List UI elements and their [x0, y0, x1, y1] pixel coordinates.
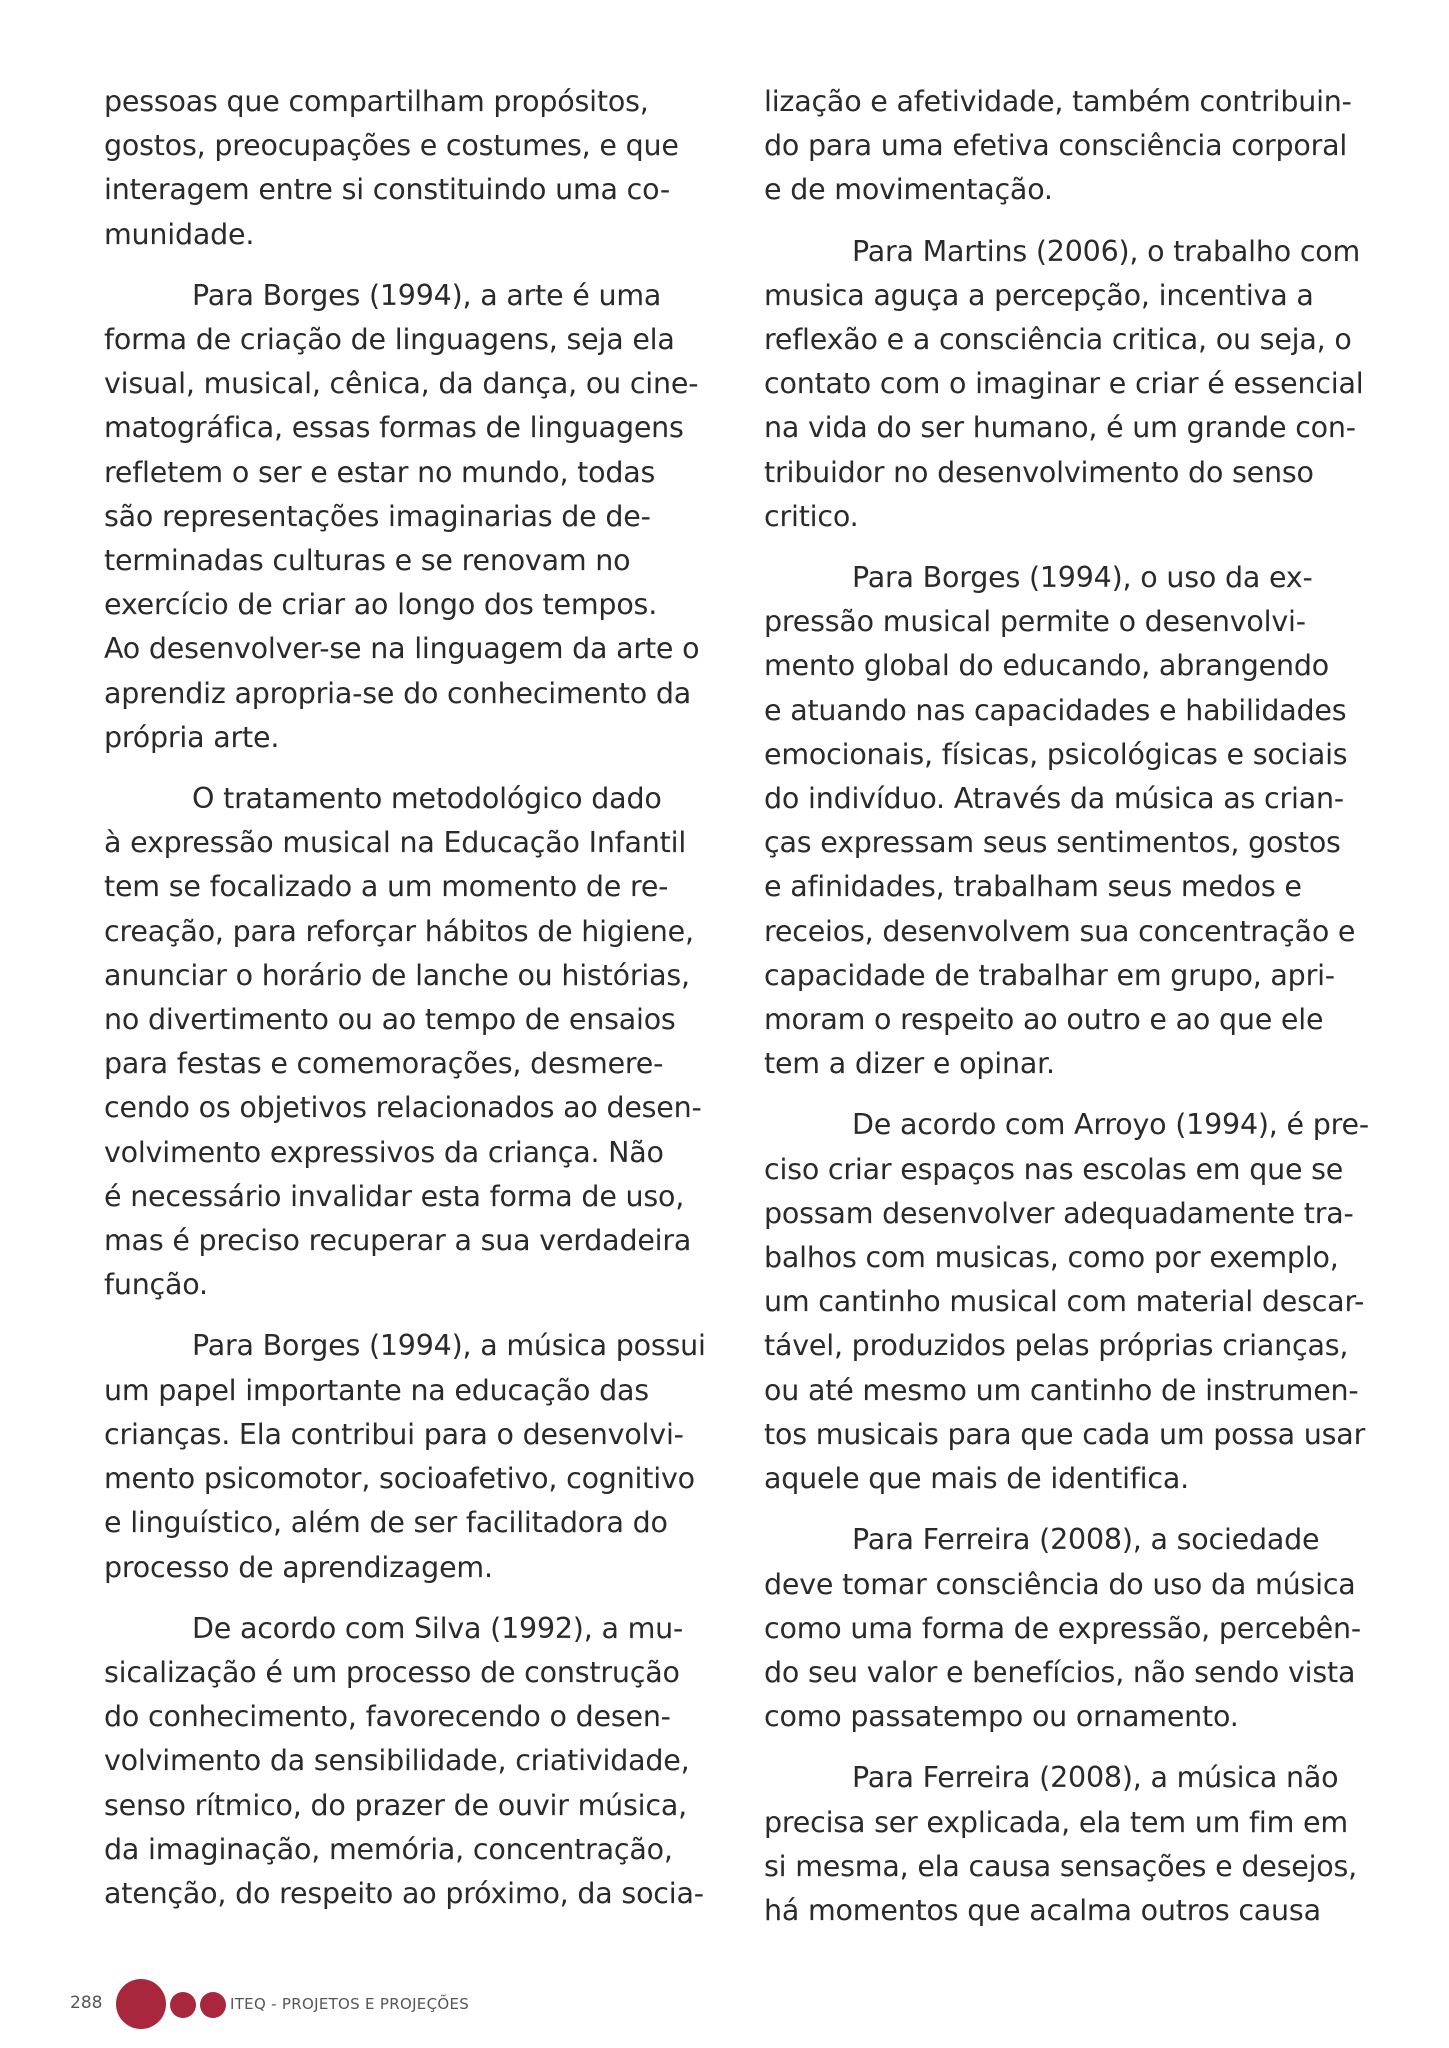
text-line: ciso criar espaços nas escolas em que se	[764, 1152, 1344, 1186]
paragraph	[764, 1103, 1369, 1501]
text-line: na vida do ser humano, é um grande con-	[764, 411, 1356, 445]
right-column	[764, 80, 1369, 1950]
text-line: Para Martins (2006), o trabalho com	[852, 234, 1361, 268]
text-line: Para Borges (1994), a música possui	[192, 1329, 706, 1363]
text-line: ou até mesmo um cantinho de instrumen-	[764, 1373, 1359, 1407]
text-line: tos musicais para que cada um possa usar	[764, 1417, 1366, 1451]
text-line: exercício de criar ao longo dos tempos.	[104, 588, 658, 622]
text-line: do seu valor e benefícios, não sendo vista	[764, 1655, 1356, 1689]
text-line: aprendiz apropria-se do conhecimento da	[104, 676, 691, 710]
text-line: própria arte.	[104, 720, 280, 754]
text-line: De acordo com Silva (1992), a mu-	[192, 1611, 684, 1645]
text-line: um cantinho musical com material descar-	[764, 1285, 1365, 1319]
text-line: visual, musical, cênica, da dança, ou cine-	[104, 367, 699, 401]
text-line: Ao desenvolver-se na linguagem da arte o	[104, 632, 700, 666]
text-line: como passatempo ou ornamento.	[764, 1700, 1239, 1734]
footer-dot-large-decoration	[116, 1979, 166, 2029]
text-line: do indivíduo. Através da música as crian-	[764, 782, 1344, 816]
text-line: volvimento expressivos da criança. Não	[104, 1135, 664, 1169]
left-column	[104, 80, 706, 1933]
paragraph	[104, 777, 702, 1307]
page-footer	[70, 1975, 670, 2035]
text-line: precisa ser explicada, ela tem um fim em	[764, 1805, 1348, 1839]
text-line: são representações imaginarias de de-	[104, 499, 651, 533]
footer-dot-small-decoration	[170, 1992, 196, 2018]
paragraph	[104, 274, 700, 760]
text-line: forma de criação de linguagens, seja ela	[104, 323, 675, 357]
paragraph	[764, 80, 1364, 213]
text-line: tem se focalizado a um momento de re-	[104, 870, 669, 904]
text-line: lização e afetividade, também contribuin-	[764, 85, 1352, 118]
text-line: balhos com musicas, como por exemplo,	[764, 1241, 1339, 1275]
text-line: contato com o imaginar e criar é essencial	[764, 367, 1364, 401]
text-line: à expressão musical na Educação Infantil	[104, 826, 687, 860]
text-line: da imaginação, memória, concentração,	[104, 1832, 673, 1866]
text-line: creação, para reforçar hábitos de higiene,	[104, 914, 694, 948]
text-line: munidade.	[104, 217, 255, 251]
text-line: cendo os objetivos relacionados ao desen-	[104, 1091, 702, 1125]
text-line: no divertimento ou ao tempo de ensaios	[104, 1003, 676, 1037]
paragraph	[104, 1324, 706, 1589]
text-line: Para Ferreira (2008), a sociedade	[852, 1523, 1320, 1557]
text-line: pressão musical permite o desenvolvi-	[764, 605, 1306, 639]
text-line: do para uma efetiva consciência corporal	[764, 129, 1348, 163]
text-line: e atuando nas capacidades e habilidades	[764, 693, 1347, 727]
text-line: crianças. Ela contribui para o desenvolvi-	[104, 1417, 684, 1451]
text-line: e linguístico, além de ser facilitadora do	[104, 1506, 668, 1540]
paragraph	[764, 1756, 1364, 1933]
page-number: 288	[70, 1993, 103, 2013]
text-line: mas é preciso recuperar a sua verdadeira	[104, 1224, 692, 1258]
text-line: critico.	[764, 499, 859, 533]
publication-title: ITEQ - PROJETOS E PROJEÇÕES	[230, 1995, 470, 2013]
text-line: atenção, do respeito ao próximo, da socia-	[104, 1876, 704, 1910]
text-line: função.	[104, 1268, 208, 1302]
text-line: tribuidor no desenvolvimento do senso	[764, 455, 1314, 489]
text-line: Para Borges (1994), o uso da ex-	[852, 561, 1313, 595]
text-line: receios, desenvolvem sua concentração e	[764, 914, 1356, 948]
text-line: reflexão e a consciência critica, ou seja, o	[764, 323, 1352, 357]
text-line: é necessário invalidar esta forma de uso,	[104, 1179, 685, 1213]
paragraph	[104, 80, 694, 257]
text-line: há momentos que acalma outros causa	[764, 1893, 1321, 1927]
text-line: processo de aprendizagem.	[104, 1550, 493, 1584]
text-line: Para Borges (1994), a arte é uma	[192, 278, 662, 312]
text-line: anunciar o horário de lanche ou histórias,	[104, 958, 690, 992]
text-line: volvimento da sensibilidade, criatividade,	[104, 1744, 690, 1778]
text-line: pessoas que compartilham propósitos,	[104, 85, 649, 118]
text-line: deve tomar consciência do uso da música	[764, 1567, 1356, 1601]
text-line: De acordo com Arroyo (1994), é pre-	[852, 1108, 1369, 1142]
footer-dot-small-decoration	[200, 1992, 226, 2018]
text-line: gostos, preocupações e costumes, e que	[104, 129, 679, 163]
text-line: mento psicomotor, socioafetivo, cognitivo	[104, 1462, 695, 1496]
text-line: e de movimentação.	[764, 173, 1053, 207]
text-line: senso rítmico, do prazer de ouvir música,	[104, 1788, 687, 1822]
text-line: O tratamento metodológico dado	[192, 782, 662, 816]
text-line: Para Ferreira (2008), a música não	[852, 1761, 1339, 1795]
text-line: sicalização é um processo de construção	[104, 1655, 680, 1689]
text-line: capacidade de trabalhar em grupo, apri-	[764, 958, 1335, 992]
text-line: interagem entre si constituindo uma co-	[104, 173, 670, 207]
text-line: do conhecimento, favorecendo o desen-	[104, 1700, 671, 1734]
paragraph	[764, 556, 1364, 1086]
text-line: matográfica, essas formas de linguagens	[104, 411, 684, 445]
text-line: si mesma, ela causa sensações e desejos,	[764, 1849, 1358, 1883]
text-line: um papel importante na educação das	[104, 1373, 649, 1407]
text-line: possam desenvolver adequadamente tra-	[764, 1196, 1354, 1230]
text-line: musica aguça a percepção, incentiva a	[764, 278, 1314, 312]
text-line: como uma forma de expressão, percebên-	[764, 1611, 1361, 1645]
text-line: emocionais, físicas, psicológicas e sociais	[764, 737, 1348, 771]
text-line: refletem o ser e estar no mundo, todas	[104, 455, 656, 489]
text-line: tem a dizer e opinar.	[764, 1047, 1055, 1081]
text-line: moram o respeito ao outro e ao que ele	[764, 1003, 1324, 1037]
text-line: aquele que mais de identifica.	[764, 1462, 1189, 1496]
text-line: mento global do educando, abrangendo	[764, 649, 1329, 683]
text-line: terminadas culturas e se renovam no	[104, 544, 631, 578]
text-line: e afinidades, trabalham seus medos e	[764, 870, 1302, 904]
text-line: para festas e comemorações, desmere-	[104, 1047, 664, 1081]
paragraph	[764, 1518, 1364, 1739]
paragraph	[764, 230, 1364, 539]
text-line: tável, produzidos pelas próprias crianças,	[764, 1329, 1349, 1363]
paragraph	[104, 1607, 704, 1916]
text-line: ças expressam seus sentimentos, gostos	[764, 826, 1341, 860]
